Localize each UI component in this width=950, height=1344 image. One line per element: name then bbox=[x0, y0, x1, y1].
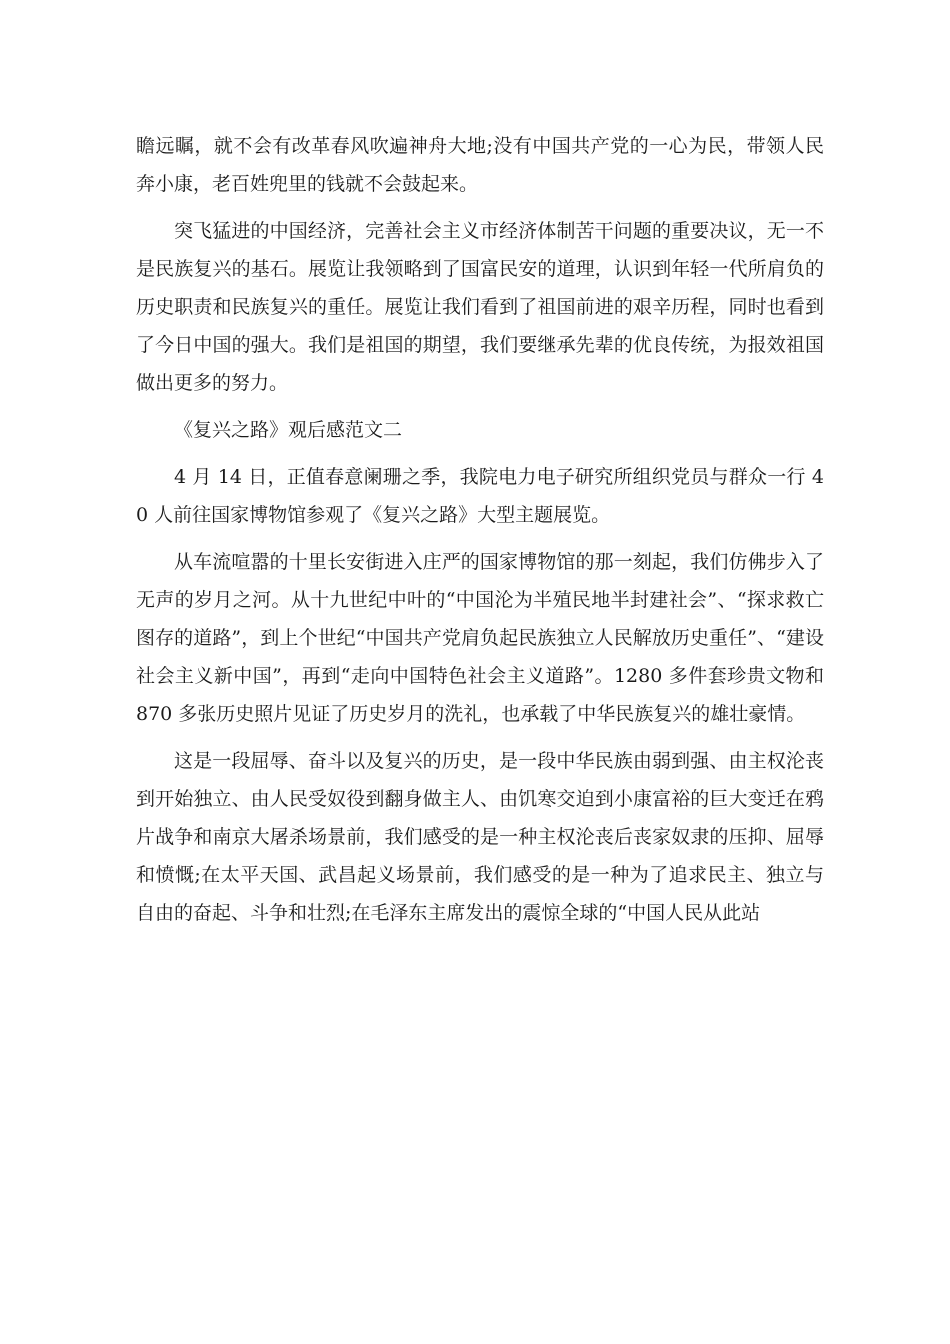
paragraph-continuation: 瞻远瞩，就不会有改革春风吹遍神舟大地;没有中国共产党的一心为民，带领人民奔小康，老百姓兜里的钱就不会鼓起来。 bbox=[136, 135, 824, 195]
paragraph-museum: 从车流喧嚣的十里长安街进入庄严的国家博物馆的那一刻起，我们仿佛步入了无声的岁月之河。从十九世纪中叶的“中国沦为半殖民地半封建社会”、“探求救亡图存的道路”，到上个世纪“中国共产党肩负起民族独立人民解放历史重任”、“建设社会主义新中国”，再到“走向中国特色社会主义道路”。1280 多件套珍贵文物和 870 多张历史照片见证了历史岁月的洗礼，也承载了中华民族复兴的雄壮豪情。 bbox=[136, 551, 824, 725]
paragraph-visit: 4 月 14 日，正值春意阑珊之季，我院电力电子研究所组织党员与群众一行 40 人前往国家博物馆参观了《复兴之路》大型主题展览。 bbox=[136, 466, 824, 526]
section-heading: 《复兴之路》观后感范文二 bbox=[174, 419, 403, 441]
document-body bbox=[136, 127, 824, 941]
paragraph-history: 这是一段屈辱、奋斗以及复兴的历史，是一段中华民族由弱到强、由主权沦丧到开始独立、由人民受奴役到翻身做主人、由饥寒交迫到小康富裕的巨大变迁在鸦片战争和南京大屠杀场景前，我们感受的是一种主权沦丧后丧家奴隶的压抑、屈辱和愤慨;在太平天国、武昌起义场景前，我们感受的是一种为了追求民主、独立与自由的奋起、斗争和壮烈;在毛泽东主席发出的震惊全球的“中国人民从此站 bbox=[136, 750, 824, 924]
paragraph-economy: 突飞猛进的中国经济，完善社会主义市经济体制苦干问题的重要决议，无一不是民族复兴的基石。展览让我领略到了国富民安的道理，认识到年轻一代所肩负的历史职责和民族复兴的重任。展览让我们看到了祖国前进的艰辛历程，同时也看到了今日中国的强大。我们是祖国的期望，我们要继承先辈的优良传统，为报效祖国做出更多的努力。 bbox=[136, 220, 824, 394]
